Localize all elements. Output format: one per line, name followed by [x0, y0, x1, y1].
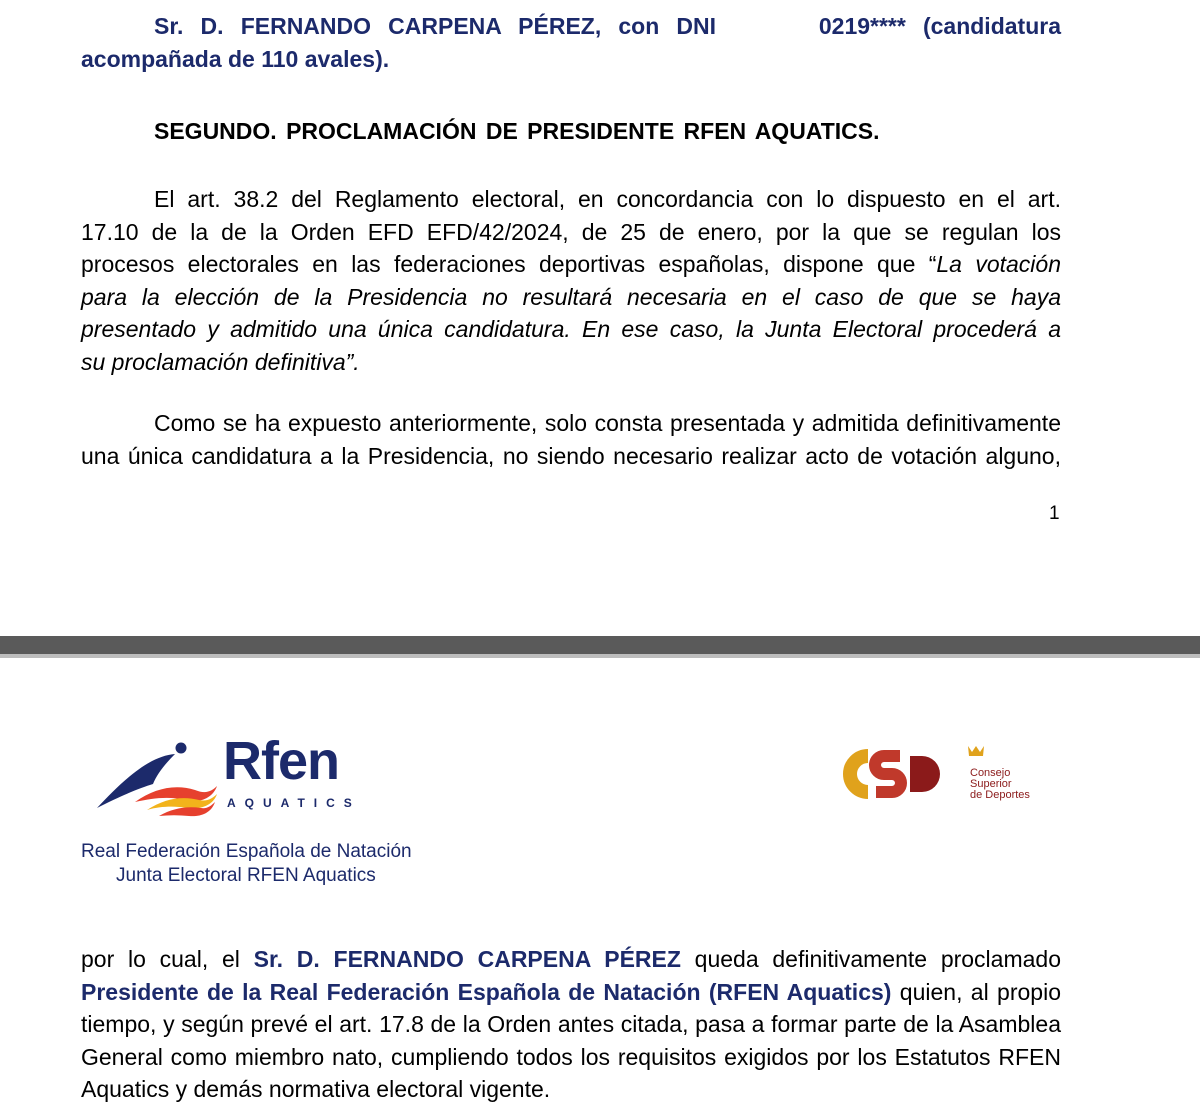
rfen-aquatics-logo [95, 731, 375, 818]
para1-line5: presentado y admitido una única candidatura. En ese caso, la Junta Electoral procederá a [81, 316, 1061, 342]
para3-line1-a: por lo cual, el [81, 946, 240, 972]
org-name: Real Federación Española de Natación [81, 841, 412, 862]
rfen-brand-text: Rfen [223, 731, 339, 791]
para1-line2: 17.10 de la de la Orden EFD EFD/42/2024, de 25 de enero, por la que se regulan los [81, 218, 1061, 245]
paragraph-proclamation [81, 943, 1061, 1106]
para2-line2: una única candidatura a la Presidencia, no siendo necesario realizar acto de votación alguno, [81, 442, 1061, 469]
org-subtitle: Junta Electoral RFEN Aquatics [116, 865, 376, 886]
candidate-text-b: 0219**** (candidatura [818, 13, 1061, 39]
section-heading: SEGUNDO. PROCLAMACIÓN DE PRESIDENTE RFEN AQUATICS. [154, 118, 880, 144]
para1-line6: su proclamación definitiva”. [81, 348, 360, 375]
para3-line3: tiempo, y según prevé el art. 17.8 de la Orden antes citada, pasa a formar parte de la Asamblea [81, 1011, 1061, 1037]
csd-text [970, 768, 1030, 801]
page-separator [0, 636, 1200, 658]
para1-line3-italic: La votación [936, 251, 1061, 277]
candidate-entry [81, 10, 1061, 75]
page-number: 1 [1049, 503, 1060, 524]
para1-line4: para la elección de la Presidencia no resultará necesaria en el caso de que se haya [81, 283, 1061, 310]
rfen-sub-text: AQUATICS [227, 796, 361, 810]
president-title: Presidente de la Real Federación Española de Natación (RFEN Aquatics) [81, 978, 892, 1005]
para3-line1-c: queda definitivamente proclamado [694, 946, 1061, 972]
csd-text-line3: de Deportes [970, 789, 1030, 801]
candidate-text-line2: acompañada de 110 avales). [81, 45, 390, 72]
para3-line4: General como miembro nato, cumpliendo todos los requisitos exigidos por los Estatutos RFEN [81, 1043, 1061, 1070]
csd-text-line1: Consejo [970, 767, 1011, 779]
paragraph-article [81, 183, 1061, 378]
paragraph-single-candidate [81, 407, 1061, 472]
para1-line1: El art. 38.2 del Reglamento electoral, en concordancia con lo dispuesto en el art. [154, 186, 1061, 212]
president-name: Sr. D. FERNANDO CARPENA PÉREZ [253, 946, 681, 972]
para1-line3: procesos electorales en las federaciones deportivas españolas, dispone que “ [81, 251, 937, 277]
para3-line5: Aquatics y demás normativa electoral vigente. [81, 1076, 551, 1102]
para3-line2-b: quien, al propio [899, 978, 1061, 1005]
para2-line1: Como se ha expuesto anteriormente, solo consta presentada y admitida definitivamente [154, 410, 1061, 436]
csd-logo [840, 740, 1050, 810]
candidate-text-a: Sr. D. FERNANDO CARPENA PÉREZ, con DNI [154, 13, 717, 39]
csd-text-line2: Superior [970, 778, 1012, 790]
